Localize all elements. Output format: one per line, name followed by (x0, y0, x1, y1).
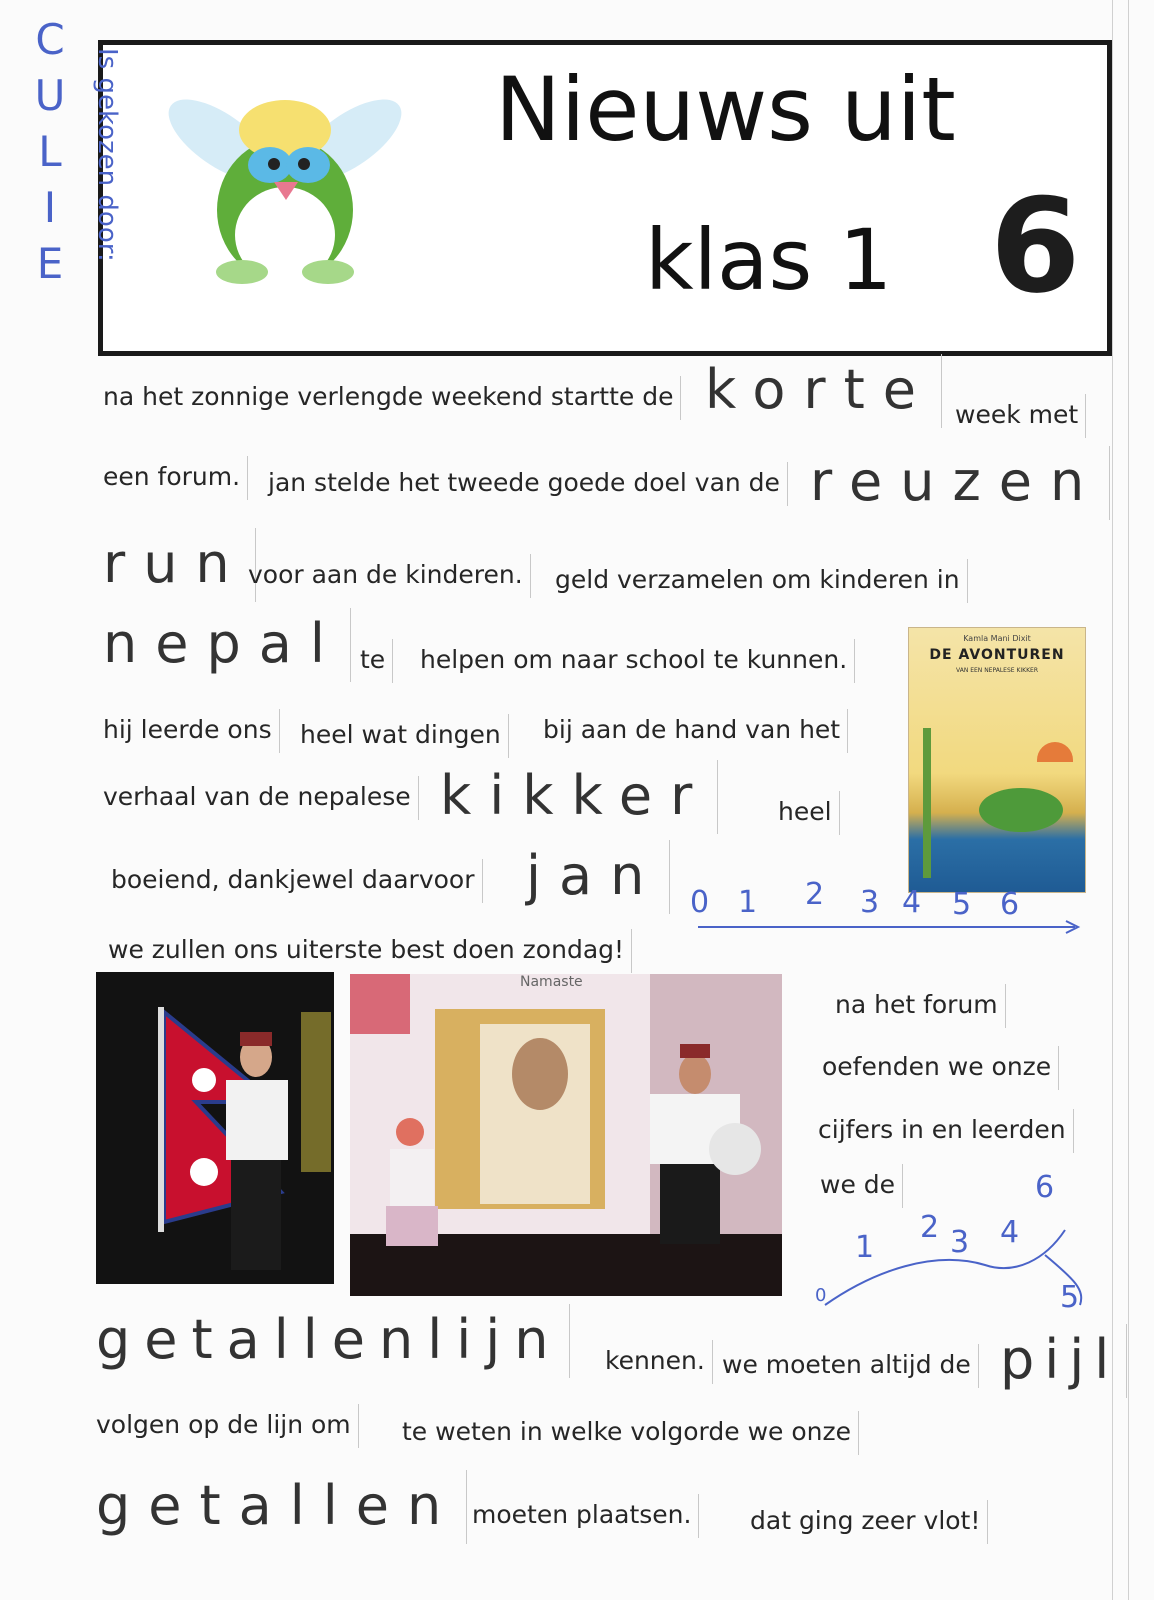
name-letter: C (35, 15, 65, 64)
name-letter: E (36, 239, 64, 288)
numberline-number: 2 (805, 877, 825, 912)
numberline-number: 3 (950, 1225, 970, 1260)
name-letter: I (43, 183, 57, 232)
page-title: Nieuws uit (495, 58, 956, 161)
book-cover (908, 627, 1086, 893)
text-line: hij leerde ons (103, 715, 272, 744)
text-line: boeiend, dankjewel daarvoor (111, 865, 475, 894)
text-line: kennen. (605, 1346, 705, 1375)
highlight-word: reuzen (810, 450, 1103, 513)
book-author: Kamla Mani Dixit (963, 634, 1031, 643)
highlight-word: kikker (440, 764, 711, 827)
highlight-word: korte (705, 358, 934, 421)
text-line: we zullen ons uiterste best doen zondag! (108, 935, 625, 964)
text-line: volgen op de lijn om (96, 1410, 351, 1439)
numberline-number: 0 (815, 1285, 827, 1306)
fairy-mascot-illustration (150, 60, 420, 290)
numberline-number: 5 (952, 887, 972, 922)
text-line: dat ging zeer vlot! (750, 1506, 981, 1535)
numberline-number: 5 (1060, 1280, 1080, 1315)
text-line: week met (955, 400, 1079, 429)
numberline-number: 1 (738, 885, 758, 920)
text-line: moeten plaatsen. (472, 1500, 692, 1529)
slide-title: Namaste (520, 974, 583, 990)
gekozen-door-label: Is gekozen door: (92, 48, 122, 262)
photo-presentation-stage (350, 974, 782, 1296)
highlight-word: jan (526, 844, 663, 907)
highlight-word: nepal (103, 612, 343, 675)
class-number: 6 (990, 170, 1081, 322)
text-line: oefenden we onze (822, 1052, 1052, 1081)
highlight-word: getallenlijn (96, 1308, 563, 1371)
numberline-number: 2 (920, 1210, 940, 1245)
numberline-number: 4 (1000, 1215, 1020, 1250)
bamboo-illustration (923, 728, 931, 878)
name-letter: L (38, 127, 62, 176)
numberline-number: 0 (690, 885, 710, 920)
sun-illustration (1037, 742, 1073, 762)
text-line: geld verzamelen om kinderen in (555, 565, 960, 594)
page-edge (1128, 0, 1129, 1600)
text-line: na het zonnige verlengde weekend startte de (103, 382, 674, 411)
text-line: te (360, 645, 386, 674)
text-line: heel wat dingen (300, 720, 501, 749)
book-subtitle: VAN EEN NEPALESE KIKKER (956, 667, 1038, 674)
highlight-word: pijl (1000, 1328, 1120, 1391)
frog-illustration (979, 788, 1063, 832)
numberline-number: 6 (1000, 887, 1020, 922)
numberline-number: 1 (855, 1230, 875, 1265)
text-line: heel (778, 797, 832, 826)
numberline-number: 6 (1035, 1170, 1055, 1205)
text-line: na het forum (835, 990, 998, 1019)
page-subtitle: klas 1 (645, 211, 893, 309)
text-line: een forum. (103, 462, 241, 491)
text-line: we moeten altijd de (722, 1350, 971, 1379)
photo-nepal-flag (96, 972, 334, 1284)
numberline-2 (815, 1170, 1105, 1320)
text-line: bij aan de hand van het (543, 715, 841, 744)
text-line: te weten in welke volgorde we onze (402, 1417, 852, 1446)
book-title: DE AVONTUREN (929, 647, 1065, 663)
numberline-number: 4 (902, 885, 922, 920)
highlight-word: getallen (96, 1474, 460, 1537)
name-letter: U (34, 71, 66, 120)
numberline-number: 3 (860, 885, 880, 920)
text-line: verhaal van de nepalese (103, 782, 411, 811)
text-line: jan stelde het tweede goede doel van de (268, 468, 780, 497)
text-line: voor aan de kinderen. (248, 560, 523, 589)
highlight-word: run (103, 532, 248, 595)
text-line: we de (820, 1170, 896, 1199)
text-line: helpen om naar school te kunnen. (420, 645, 848, 674)
handwritten-name (30, 12, 70, 292)
text-line: cijfers in en leerden (818, 1115, 1066, 1144)
